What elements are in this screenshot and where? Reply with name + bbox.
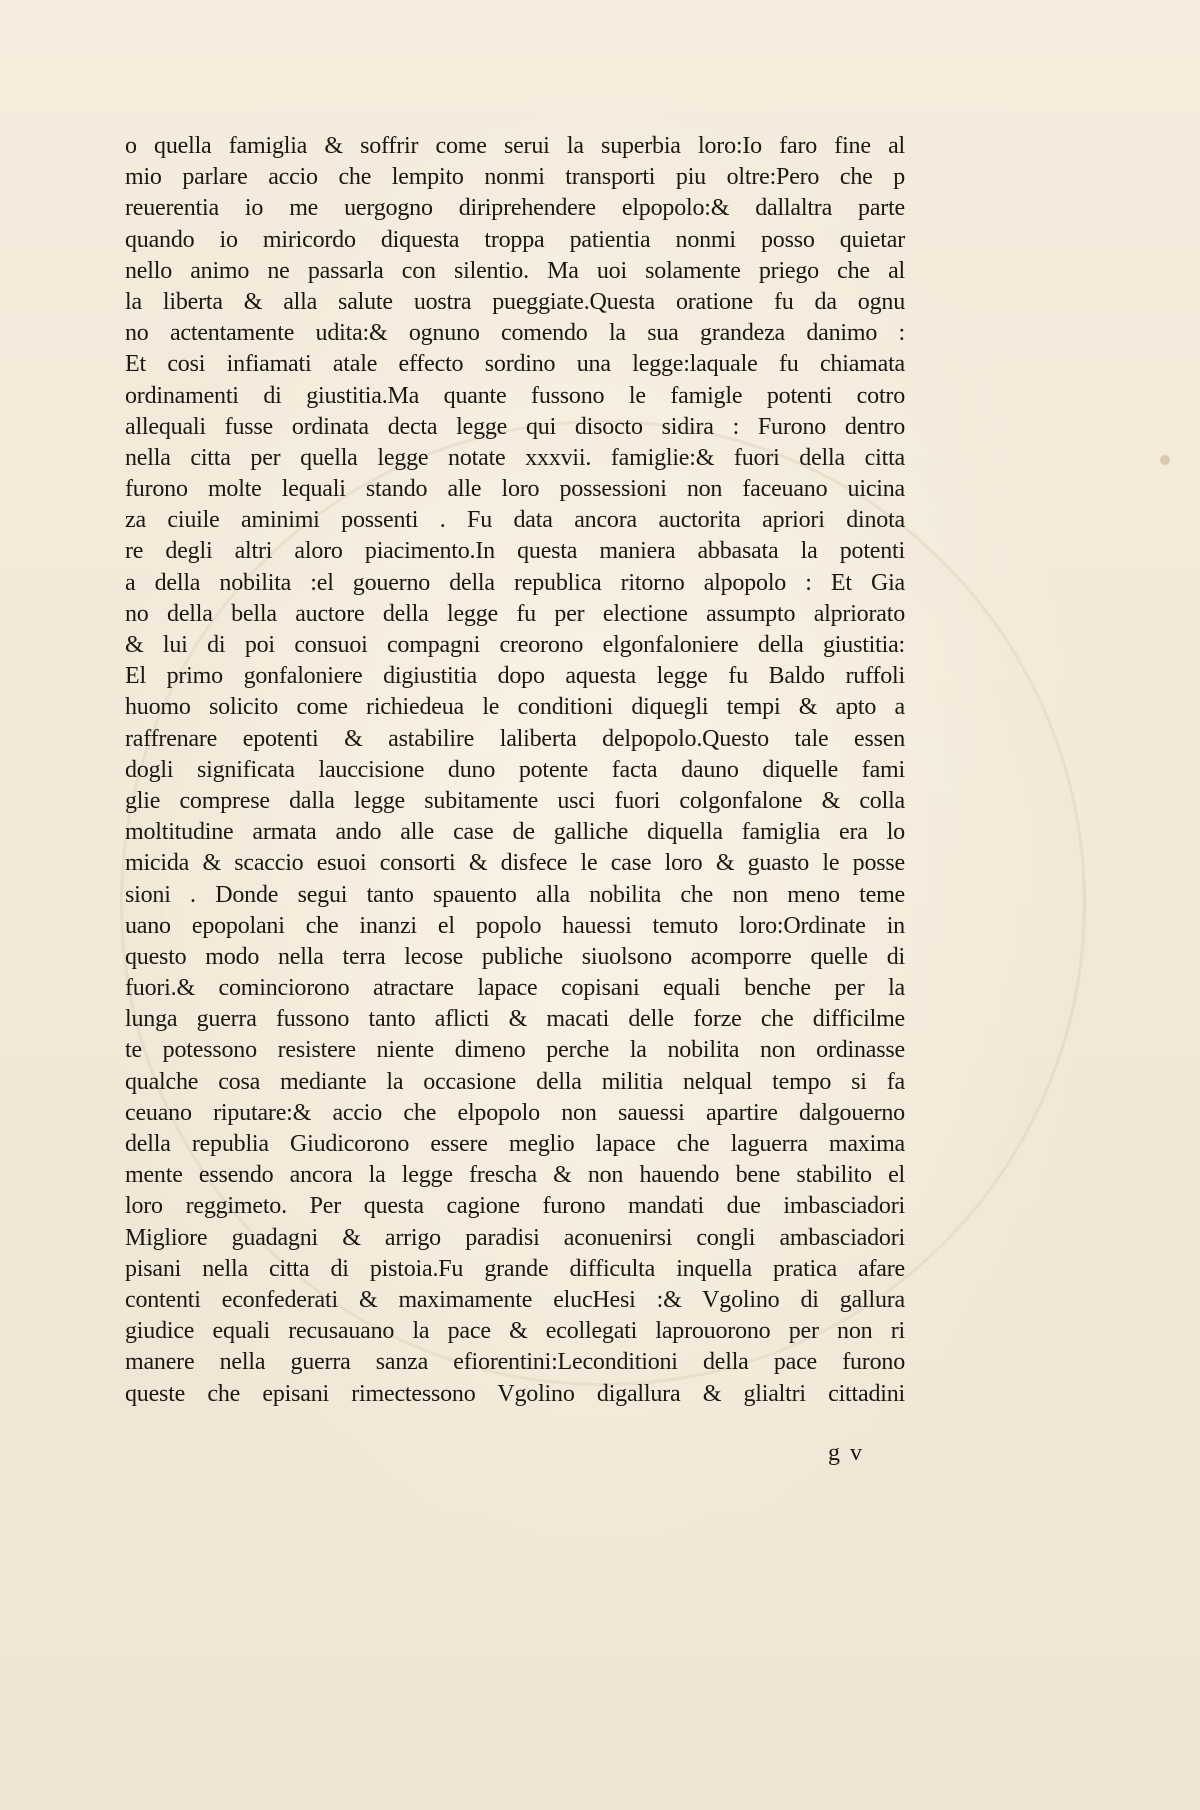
text-line: Migliore guadagni & arrigo paradisi aconuenirsi congli ambasciadori (125, 1224, 905, 1251)
text-line: la liberta & alla salute uostra pueggiate.Questa oratione fu da ognu (125, 288, 905, 315)
text-line: reuerentia io me uergogno diriprehendere elpopolo:& dallaltra parte (125, 195, 905, 222)
text-line: ceuano riputare:& accio che elpopolo non sauessi apartire dalgouerno (125, 1099, 905, 1126)
text-line: allequali fusse ordinata decta legge qui disocto sidira : Furono dentro (125, 413, 905, 440)
text-line: sioni . Donde segui tanto spauento alla nobilita che non meno teme (125, 881, 905, 908)
body-text (125, 131, 905, 1410)
text-line: manere nella guerra sanza efiorentini:Leconditioni della pace furono (125, 1349, 905, 1376)
text-line: questo modo nella terra lecose publiche siuolsono acomporre quelle di (125, 943, 905, 970)
text-line: queste che episani rimectessono Vgolino digallura & glialtri cittadini (125, 1380, 905, 1407)
text-line: glie comprese dalla legge subitamente usci fuori colgonfalone & colla (125, 787, 905, 814)
text-line: te potessono resistere niente dimeno perche la nobilita non ordinasse (125, 1037, 905, 1064)
text-line: micida & scaccio esuoi consorti & disfece le case loro & guasto le posse (125, 850, 905, 877)
text-line: quando io miricordo diquesta troppa patientia nonmi posso quietar (125, 226, 905, 253)
text-line: raffrenare epotenti & astabilire laliberta delpopolo.Questo tale essen (125, 725, 905, 752)
text-line: giudice equali recusauano la pace & ecollegati laprouorono per non ri (125, 1318, 905, 1345)
text-line: mio parlare accio che lempito nonmi transporti piu oltre:Pero che p (125, 164, 905, 191)
text-line: no actentamente udita:& ognuno comendo la sua grandeza danimo : (125, 320, 905, 347)
text-line: Et cosi infiamati atale effecto sordino una legge:laquale fu chiamata (125, 351, 905, 378)
text-line: moltitudine armata ando alle case de galliche diquella famiglia era lo (125, 819, 905, 846)
text-line: El primo gonfaloniere digiustitia dopo aquesta legge fu Baldo ruffoli (125, 663, 905, 690)
text-line: lunga guerra fussono tanto aflicti & macati delle forze che difficilme (125, 1006, 905, 1033)
text-line: no della bella auctore della legge fu per electione assumpto alpriorato (125, 600, 905, 627)
text-line: & lui di poi consuoi compagni creorono elgonfaloniere della giustitia: (125, 632, 905, 658)
text-line: ordinamenti di giustitia.Ma quante fussono le famigle potenti cotro (125, 382, 905, 409)
text-line: contenti econfederati & maximamente elucHesi :& Vgolino di gallura (125, 1286, 905, 1313)
text-line: loro reggimeto. Per questa cagione furono mandati due imbasciadori (125, 1193, 905, 1220)
text-line: dogli significata lauccisione duno potente facta dauno diquelle fami (125, 756, 905, 783)
text-line: mente essendo ancora la legge frescha & non hauendo bene stabilito el (125, 1162, 905, 1189)
text-line: o quella famiglia & soffrir come serui la superbia loro:Io faro fine al (125, 133, 905, 159)
text-line: nella citta per quella legge notate xxxvii. famiglie:& fuori della citta (125, 444, 905, 471)
text-line: nello animo ne passarla con silentio. Ma uoi solamente priego che al (125, 257, 905, 284)
text-line: uano epopolani che inanzi el popolo hauessi temuto loro:Ordinate in (125, 912, 905, 939)
text-line: re degli altri aloro piacimento.In questa maniera abbasata la potenti (125, 538, 905, 565)
text-line: qualche cosa mediante la occasione della militia nelqual tempo si fa (125, 1068, 905, 1095)
paper-stain (1160, 455, 1170, 465)
text-line: za ciuile aminimi possenti . Fu data ancora auctorita apriori dinota (125, 507, 905, 534)
text-line: fuori.& cominciorono atractare lapace copisani equali benche per la (125, 975, 905, 1002)
signature-mark: g v (828, 1440, 864, 1466)
text-line: pisani nella citta di pistoia.Fu grande difficulta inquella pratica afare (125, 1255, 905, 1282)
text-line: a della nobilita :el gouerno della republica ritorno alpopolo : Et Gia (125, 569, 905, 596)
text-line: huomo solicito come richiedeua le conditioni diquegli tempi & apto a (125, 694, 905, 721)
text-line: della republia Giudicorono essere meglio lapace che laguerra maxima (125, 1131, 905, 1157)
text-line: furono molte lequali stando alle loro possessioni non faceuano uicina (125, 476, 905, 503)
